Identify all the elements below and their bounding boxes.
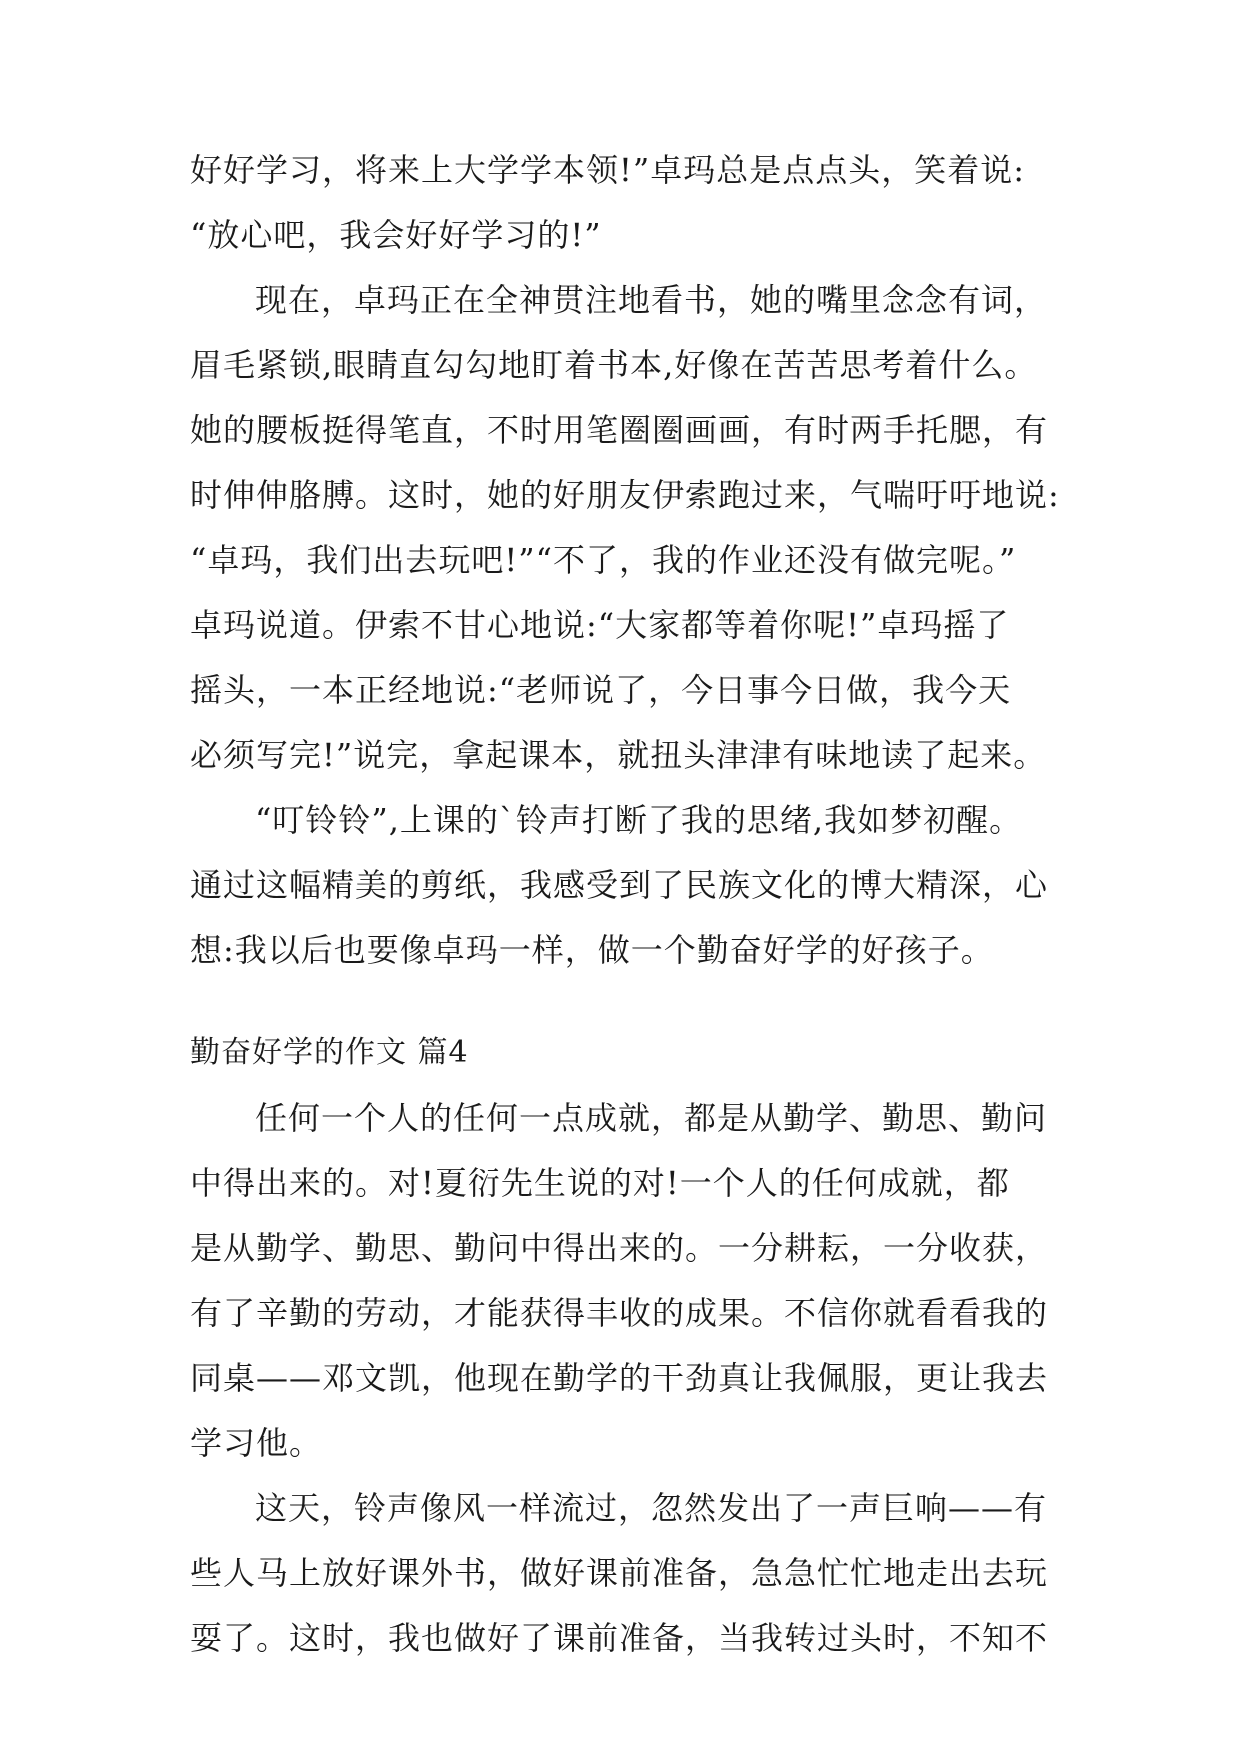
paragraph-line: 中得出来的。对!夏衍先生说的对!一个人的任何成就，都 (190, 1164, 1010, 1202)
paragraph-line: 卓玛说道。伊索不甘心地说:“大家都等着你呢!”卓玛摇了 (190, 606, 1010, 644)
paragraph-line: 耍了。这时，我也做好了课前准备，当我转过头时，不知不 (190, 1619, 1049, 1657)
paragraph-line: “卓玛，我们出去玩吧!”“不了，我的作业还没有做完呢。” (190, 541, 1017, 579)
paragraph-line: 必须写完!”说完，拿起课本，就扭头津津有味地读了起来。 (190, 736, 1047, 774)
paragraph-line: 些人马上放好课外书，做好课前准备，急急忙忙地走出去玩 (190, 1554, 1049, 1592)
paragraph-line: “放心吧，我会好好学习的!” (190, 216, 602, 254)
paragraph-line: 好好学习，将来上大学学本领!”卓玛总是点点头，笑着说: (190, 151, 1026, 189)
paragraph-line: 有了辛勤的劳动，才能获得丰收的成果。不信你就看看我的 (190, 1294, 1049, 1332)
paragraph-line: 想:我以后也要像卓玛一样，做一个勤奋好学的好孩子。 (190, 931, 994, 969)
paragraph-line: 学习他。 (190, 1424, 323, 1462)
paragraph-line: 时伸伸胳膊。这时，她的好朋友伊索跑过来，气喘吁吁地说: (190, 476, 1060, 514)
paragraph-line: 任何一个人的任何一点成就，都是从勤学、勤思、勤问 (255, 1099, 1048, 1137)
paragraph-line: 现在，卓玛正在全神贯注地看书，她的嘴里念念有词， (255, 281, 1048, 319)
paragraph-line: 这天，铃声像风一样流过，忽然发出了一声巨响——有 (255, 1489, 1048, 1527)
paragraph-line: 她的腰板挺得笔直，不时用笔圈圈画画，有时两手托腮，有 (190, 411, 1049, 449)
paragraph-line: 摇头，一本正经地说:“老师说了，今日事今日做，我今天 (190, 671, 1012, 709)
paragraph-line: 是从勤学、勤思、勤问中得出来的。一分耕耘，一分收获， (190, 1229, 1049, 1267)
section-heading: 勤奋好学的作文 篇4 (190, 1035, 469, 1070)
paragraph-line: “叮铃铃”,上课的`铃声打断了我的思绪,我如梦初醒。 (255, 801, 1023, 839)
paragraph-line: 眉毛紧锁,眼睛直勾勾地盯着书本,好像在苦苦思考着什么。 (190, 346, 1038, 384)
paragraph-line: 通过这幅精美的剪纸，我感受到了民族文化的博大精深，心 (190, 866, 1049, 904)
paragraph-line: 同桌——邓文凯，他现在勤学的干劲真让我佩服，更让我去 (190, 1359, 1049, 1397)
